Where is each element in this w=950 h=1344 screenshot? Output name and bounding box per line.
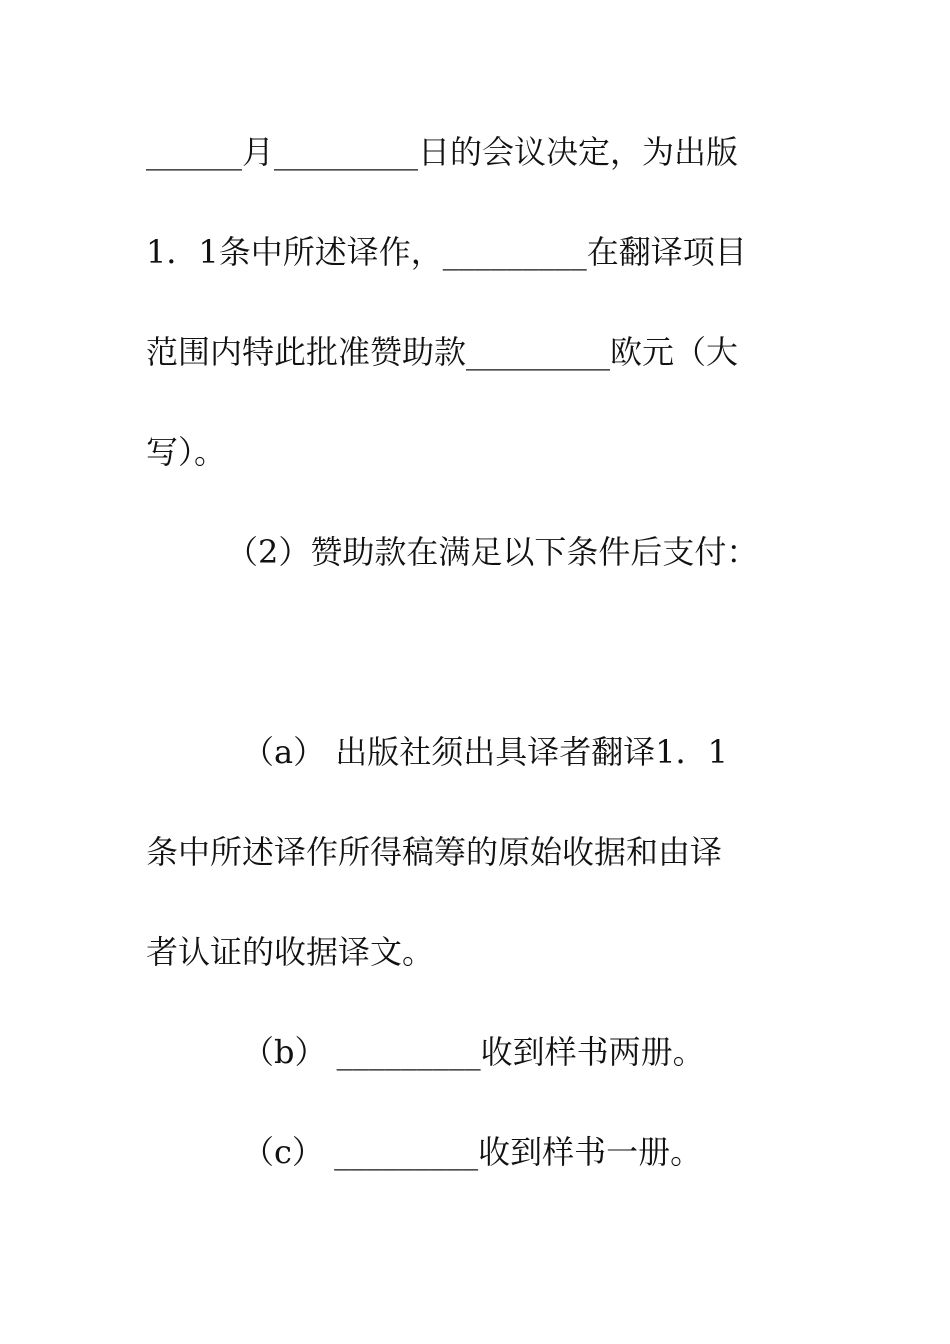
clause-heading: （2）赞助款在满足以下条件后支付：: [226, 533, 759, 571]
paragraph-line: 1．1条中所述译作，_________在翻译项目: [146, 233, 747, 271]
paragraph-line: 者认证的收据译文。: [146, 933, 435, 971]
list-item-a: （a） 出版社须出具译者翻译1．1: [242, 733, 728, 771]
list-item-c: （c） _________收到样书一册。: [242, 1133, 703, 1171]
paragraph-line: 范围内特此批准赞助款_________欧元（大: [146, 333, 739, 371]
list-item-b: （b） _________收到样书两册。: [242, 1033, 705, 1071]
paragraph-line: ______月_________日的会议决定，为出版: [146, 133, 739, 171]
paragraph-line: 写）。: [146, 433, 227, 471]
paragraph-line: 条中所述译作所得稿筹的原始收据和由译: [146, 833, 723, 871]
